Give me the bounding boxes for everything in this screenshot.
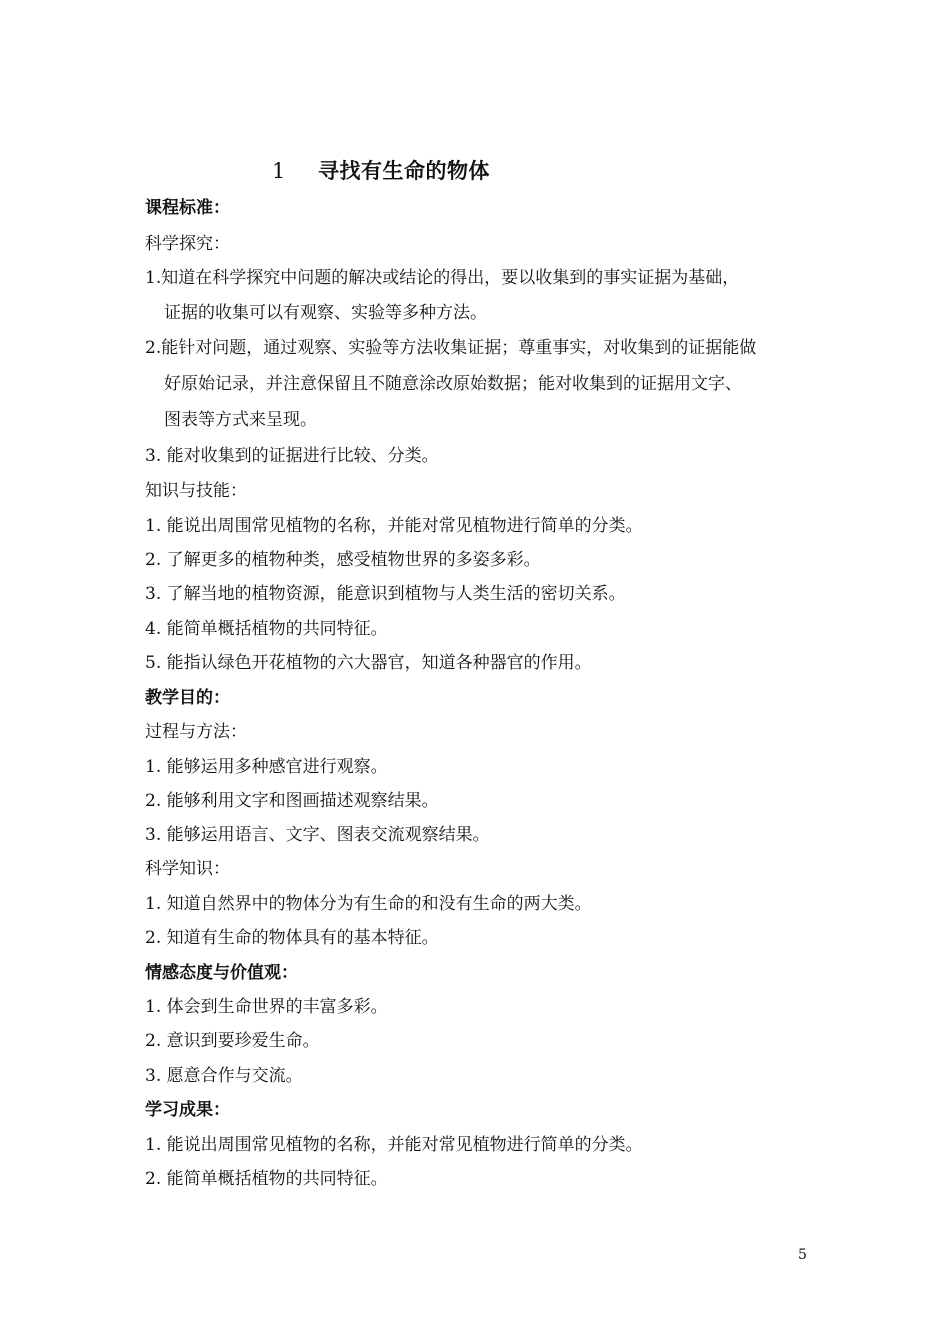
list-item: 2. 知道有生命的物体具有的基本特征。: [145, 928, 439, 948]
subsection-label: 过程与方法：: [145, 722, 247, 742]
subsection-label: 科学探究：: [145, 234, 230, 254]
list-item: 3. 愿意合作与交流。: [145, 1066, 303, 1086]
list-item: 2. 能简单概括植物的共同特征。: [145, 1169, 388, 1189]
list-item: 3. 能够运用语言、文字、图表交流观察结果。: [145, 825, 490, 845]
list-item: 1. 能说出周围常见植物的名称，并能对常见植物进行简单的分类。: [145, 1135, 643, 1155]
subsection-label: 知识与技能：: [145, 481, 247, 501]
list-item: 3. 了解当地的植物资源，能意识到植物与人类生活的密切关系。: [145, 584, 626, 604]
list-item-continuation: 证据的收集可以有观察、实验等多种方法。: [164, 303, 487, 323]
list-item: 2.能针对问题，通过观察、实验等方法收集证据；尊重事实，对收集到的证据能做: [145, 338, 757, 358]
list-item-continuation: 图表等方式来呈现。: [164, 410, 317, 430]
list-item: 1. 能说出周围常见植物的名称，并能对常见植物进行简单的分类。: [145, 516, 643, 536]
section-heading: 情感态度与价值观：: [145, 963, 298, 983]
list-item: 2. 能够利用文字和图画描述观察结果。: [145, 791, 439, 811]
list-item: 1.知道在科学探究中问题的解决或结论的得出，要以收集到的事实证据为基础，: [145, 268, 740, 288]
lesson-number: 1: [272, 159, 286, 183]
list-item: 1. 体会到生命世界的丰富多彩。: [145, 997, 388, 1017]
list-item: 1. 能够运用多种感官进行观察。: [145, 757, 388, 777]
list-item: 3. 能对收集到的证据进行比较、分类。: [145, 446, 439, 466]
list-item: 1. 知道自然界中的物体分为有生命的和没有生命的两大类。: [145, 894, 592, 914]
page-number: 5: [798, 1247, 807, 1263]
lesson-title-text: 寻找有生命的物体: [318, 159, 490, 183]
list-item: 4. 能简单概括植物的共同特征。: [145, 619, 388, 639]
list-item: 2. 意识到要珍爱生命。: [145, 1031, 320, 1051]
list-item: 5. 能指认绿色开花植物的六大器官，知道各种器官的作用。: [145, 653, 592, 673]
list-item: 2. 了解更多的植物种类，感受植物世界的多姿多彩。: [145, 550, 541, 570]
section-heading: 学习成果：: [145, 1100, 230, 1120]
section-heading: 教学目的：: [145, 688, 230, 708]
subsection-label: 科学知识：: [145, 859, 230, 879]
list-item-continuation: 好原始记录，并注意保留且不随意涂改原始数据；能对收集到的证据用文字、: [164, 374, 742, 394]
lesson-title: [272, 155, 490, 185]
section-heading: 课程标准：: [145, 198, 230, 218]
